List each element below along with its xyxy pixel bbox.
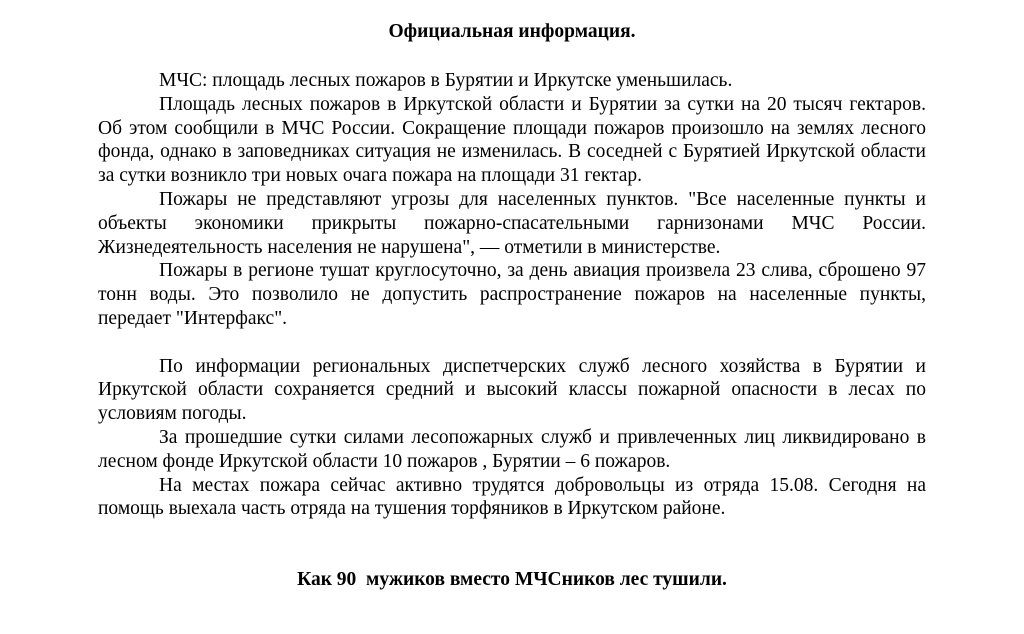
body-paragraph: По информации региональных диспетчерских служб лесного хозяйства в Бурятии и Иркутской области сохраняется средний и высокий классы пожарной опасности в лесах по условиям погоды. bbox=[98, 355, 926, 425]
body-paragraph: Пожары не представляют угрозы для населенных пунктов. "Все населенные пункты и объекты экономики прикрыты пожарно-спасательными гарнизонами МЧС России. Жизнедеятельность населения не нарушена", — отметили в министерстве. bbox=[98, 188, 926, 258]
body-paragraph: За прошедшие сутки силами лесопожарных служб и привлеченных лиц ликвидировано в лесном фонде Иркутской области 10 пожаров , Бурятии – 6 пожаров. bbox=[98, 426, 926, 472]
body-paragraph: Пожары в регионе тушат круглосуточно, за день авиация произвела 23 слива, сброшено 97 тонн воды. Это позволило не допустить распространение пожаров на населенные пункты, передает "Интерфакс". bbox=[98, 260, 926, 329]
document-title: Официальная информация. bbox=[388, 21, 636, 42]
body-paragraph: На местах пожара сейчас активно трудятся добровольцы из отряда 15.08. Сегодня на помощь выехала часть отряда на тушения торфяников в Иркутском районе. bbox=[98, 474, 926, 520]
document-body bbox=[98, 69, 926, 521]
body-paragraph: Площадь лесных пожаров в Иркутской области и Бурятии за сутки на 20 тысяч гектаров. Об этом сообщили в МЧС России. Сокращение площади пожаров произошло на землях лесного фонда, однако в заповедниках ситуация не изменилась. В соседней с Бурятией Иркутской области за сутки возникло три новых очага пожара на площади 31 гектар. bbox=[98, 93, 926, 187]
headline-paragraph: МЧС: площадь лесных пожаров в Бурятии и Иркутске уменьшилась. bbox=[159, 70, 733, 91]
footer-heading: Как 90 мужиков вместо МЧСников лес тушили. bbox=[297, 569, 727, 590]
